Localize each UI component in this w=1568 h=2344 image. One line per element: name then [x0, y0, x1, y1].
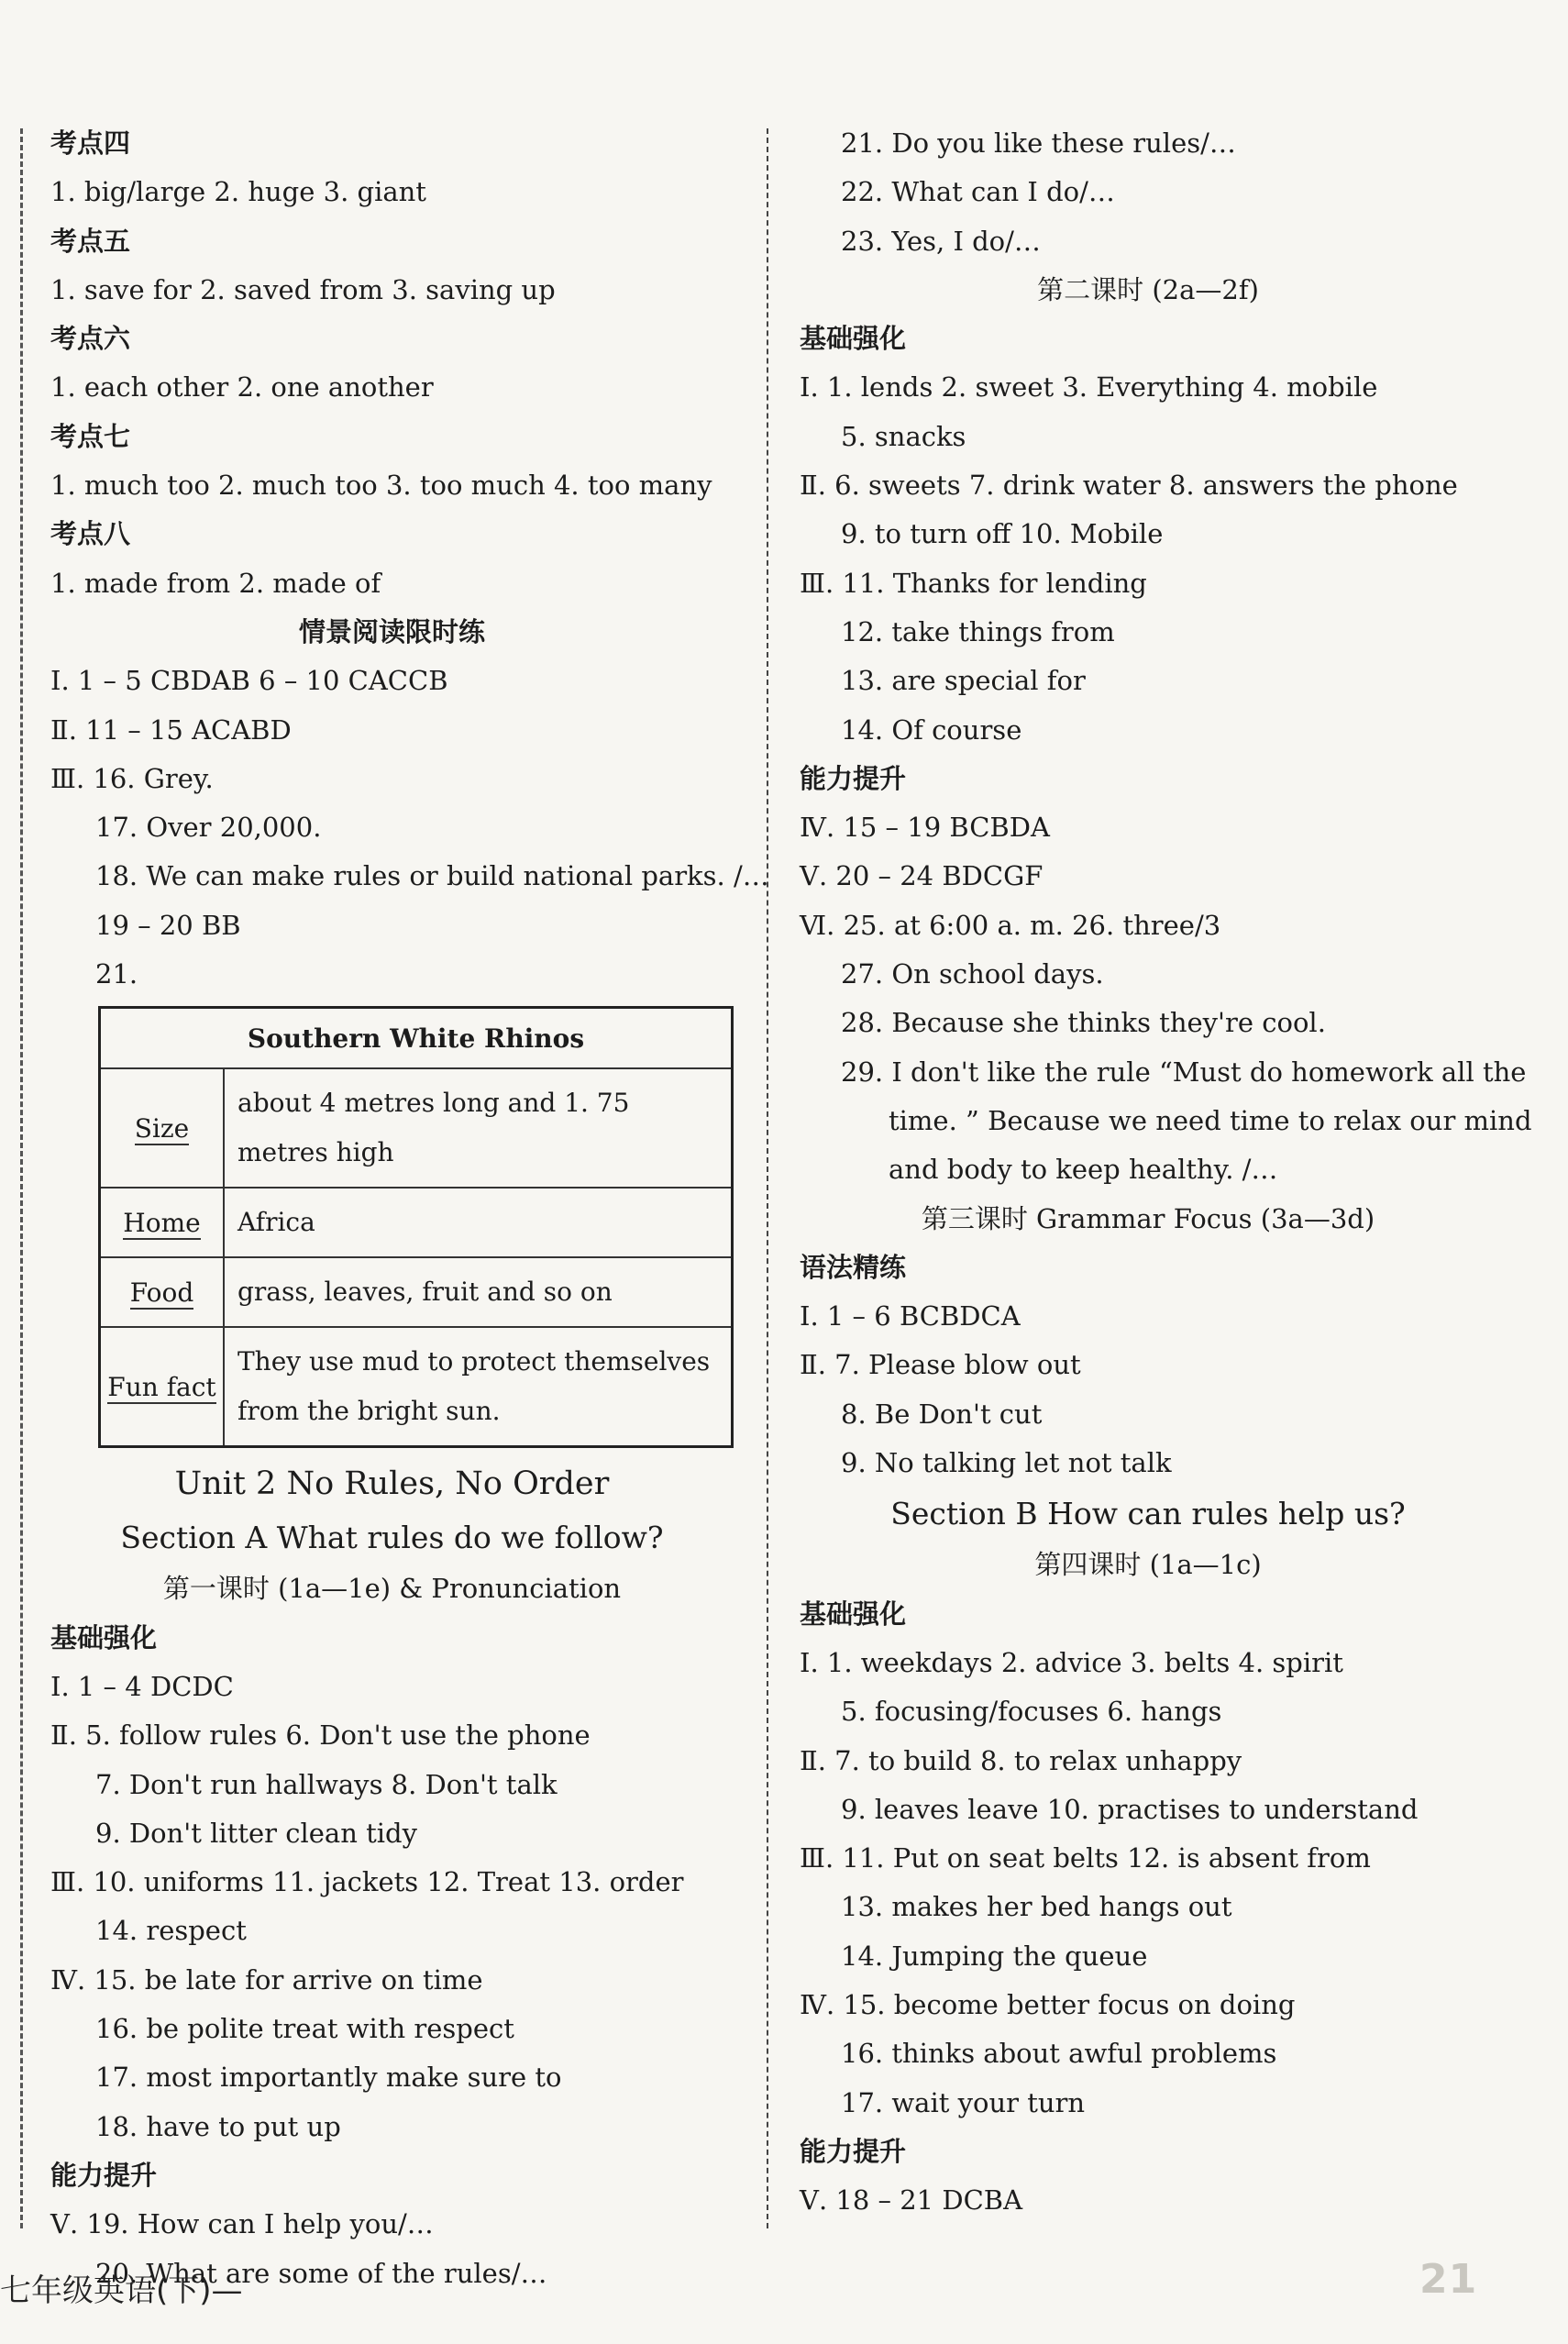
left-column — [50, 119, 769, 2298]
table-value: about 4 metres long and 1. 75 metres high — [224, 1068, 733, 1188]
answer-line: 23. Yes, I do/… — [841, 225, 1041, 257]
answer-line: Ⅳ. 15. become better focus on doing — [800, 1988, 1296, 2020]
answer-line: 20. What are some of the rules/… — [95, 2257, 547, 2289]
left-answers-part-2 — [50, 1457, 734, 2297]
answer-line: 13. makes her bed hangs out — [841, 1891, 1232, 1923]
answer-line: 第二课时 (2a—2f) — [1037, 273, 1259, 305]
answer-line: 8. Be Don't cut — [841, 1398, 1043, 1430]
answer-line: 9. Don't litter clean tidy — [95, 1817, 417, 1849]
answer-line: time. ” Because we need time to relax our mind — [889, 1104, 1532, 1136]
answer-line: Ⅰ. 1. weekdays 2. advice 3. belts 4. spirit — [800, 1646, 1343, 1678]
answer-line: 28. Because she thinks they're cool. — [841, 1007, 1326, 1039]
table-value: They use mud to protect themselves from the bright sun. — [224, 1327, 733, 1447]
answer-line: 14. Jumping the queue — [841, 1940, 1148, 1972]
table-title: Southern White Rhinos — [100, 1008, 733, 1069]
section-heading: 考点八 — [50, 518, 131, 550]
section-heading: 考点七 — [50, 420, 131, 452]
table-key: Home — [123, 1207, 201, 1238]
section-heading: 考点五 — [50, 225, 131, 257]
answer-line: Unit 2 No Rules, No Order — [174, 1465, 610, 1503]
answer-line: 29. I don't like the rule “Must do homework all the — [841, 1056, 1527, 1088]
table-row — [100, 1188, 733, 1257]
table-row — [100, 1257, 733, 1327]
table-key: Fun fact — [107, 1371, 216, 1402]
answer-line: 1. each other 2. one another — [50, 371, 434, 404]
answer-line: Ⅲ. 11. Thanks for lending — [800, 567, 1147, 599]
answer-line: 21. Do you like these rules/… — [841, 127, 1236, 159]
section-heading: 语法精练 — [800, 1251, 907, 1283]
answer-line: Ⅴ. 19. How can I help you/… — [50, 2208, 434, 2240]
answer-line: Ⅰ. 1 – 5 CBDAB 6 – 10 CACCB — [50, 665, 448, 697]
answer-line: 第一课时 (1a—1e) & Pronunciation — [162, 1573, 622, 1605]
section-heading: 基础强化 — [50, 1621, 158, 1653]
answer-line: 5. snacks — [841, 420, 966, 452]
section-heading: 考点六 — [50, 323, 131, 355]
section-heading: 能力提升 — [800, 762, 907, 794]
answer-line: Ⅴ. 20 – 24 BDCGF — [800, 860, 1043, 892]
answer-line: 14. Of course — [841, 713, 1022, 746]
answer-line: Ⅱ. 6. sweets 7. drink water 8. answers the phone — [800, 470, 1458, 502]
answer-line: Ⅰ. 1 – 4 DCDC — [50, 1670, 234, 1702]
section-heading: 情景阅读限时练 — [298, 615, 485, 647]
right-answers — [800, 119, 1532, 2225]
table-value: grass, leaves, fruit and so on — [224, 1257, 733, 1327]
rhino-info-table — [98, 1006, 734, 1448]
answer-line: Section A What rules do we follow? — [120, 1520, 664, 1556]
section-heading: 能力提升 — [800, 2135, 907, 2167]
answer-line: Ⅲ. 16. Grey. — [50, 762, 214, 794]
left-binding-mark — [20, 128, 23, 2228]
page-number: 21 — [1419, 2256, 1478, 2303]
answer-line: 14. respect — [95, 1915, 247, 1947]
answer-line: 17. wait your turn — [841, 2086, 1086, 2118]
answer-line: 19 – 20 BB — [95, 909, 241, 941]
answer-line: Ⅱ. 5. follow rules 6. Don't use the phone — [50, 1719, 591, 1752]
footer-book-title: 七年级英语(下)— — [0, 2272, 243, 2309]
answer-line: 16. thinks about awful problems — [841, 2038, 1277, 2070]
section-heading: 基础强化 — [800, 1598, 907, 1630]
answer-line: 27. On school days. — [841, 958, 1104, 990]
answer-line: 18. have to put up — [95, 2110, 341, 2142]
answer-line: Ⅵ. 25. at 6:00 a. m. 26. three/3 — [800, 909, 1221, 941]
table-key: Food — [129, 1277, 194, 1308]
column-divider — [767, 128, 768, 2228]
answer-line: 5. focusing/focuses 6. hangs — [841, 1696, 1222, 1728]
left-answers-part-1 — [50, 119, 769, 999]
section-heading: 能力提升 — [50, 2159, 158, 2191]
answer-line: 16. be polite treat with respect — [95, 2013, 514, 2045]
answer-line: 1. much too 2. much too 3. too much 4. too many — [50, 470, 712, 502]
table-row — [100, 1068, 733, 1188]
answer-line: and body to keep healthy. /… — [889, 1154, 1278, 1186]
answer-line: 第三课时 Grammar Focus (3a—3d) — [921, 1202, 1375, 1234]
answer-line: 7. Don't run hallways 8. Don't talk — [95, 1768, 558, 1800]
answer-line: Ⅲ. 10. uniforms 11. jackets 12. Treat 13. order — [50, 1866, 684, 1898]
answer-line: 22. What can I do/… — [841, 176, 1115, 208]
section-heading: 基础强化 — [800, 323, 907, 355]
table-key: Size — [134, 1112, 190, 1144]
answer-line: 1. save for 2. saved from 3. saving up — [50, 273, 556, 305]
answer-line: Ⅰ. 1. lends 2. sweet 3. Everything 4. mobile — [800, 371, 1378, 404]
answer-line: 12. take things from — [841, 615, 1115, 647]
answer-line: Ⅲ. 11. Put on seat belts 12. is absent from — [800, 1842, 1371, 1874]
answer-line: 17. most importantly make sure to — [95, 2062, 562, 2094]
answer-line: 1. made from 2. made of — [50, 567, 381, 599]
answer-line: Ⅰ. 1 – 6 BCBDCA — [800, 1300, 1021, 1332]
answer-line: 18. We can make rules or build national parks. /… — [95, 860, 769, 892]
answer-line: Ⅱ. 7. Please blow out — [800, 1349, 1081, 1381]
answer-line: Ⅱ. 11 – 15 ACABD — [50, 713, 292, 746]
answer-line: 9. leaves leave 10. practises to understand — [841, 1793, 1419, 1825]
answer-line: 17. Over 20,000. — [95, 812, 322, 844]
section-heading: 考点四 — [50, 127, 131, 159]
answer-line: 第四课时 (1a—1c) — [1034, 1549, 1262, 1581]
answer-line: 13. are special for — [841, 665, 1086, 697]
table-row — [100, 1327, 733, 1447]
table-value: Africa — [224, 1188, 733, 1257]
answer-line: 9. to turn off 10. Mobile — [841, 518, 1164, 550]
answer-line: Section B How can rules help us? — [890, 1496, 1406, 1532]
answer-line: Ⅴ. 18 – 21 DCBA — [800, 2184, 1023, 2217]
answer-line: Ⅱ. 7. to build 8. to relax unhappy — [800, 1744, 1242, 1776]
right-column — [800, 119, 1532, 2225]
answer-line: 21. — [95, 958, 138, 990]
answer-line: 1. big/large 2. huge 3. giant — [50, 176, 426, 208]
answer-line: Ⅳ. 15. be late for arrive on time — [50, 1963, 483, 1996]
answer-line: 9. No talking let not talk — [841, 1447, 1172, 1479]
answer-line: Ⅳ. 15 – 19 BCBDA — [800, 812, 1050, 844]
